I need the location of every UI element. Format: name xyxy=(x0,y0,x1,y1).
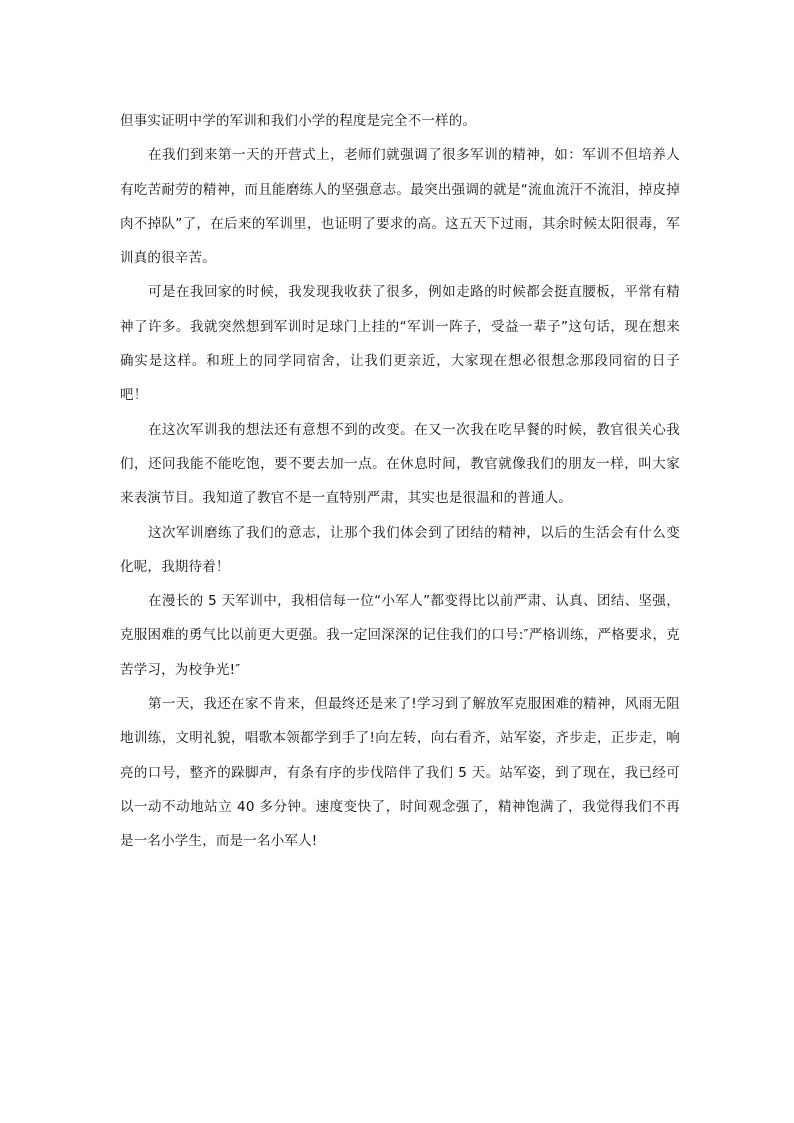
paragraph: 在漫长的 5 天军训中，我相信每一位“小军人”都变得比以前严肃、认真、团结、坚强，克服困难的勇气比以前更大更强。我一定回深深的记住我们的口号:″严格训练，严格要求，克苦学习，为校争光!″ xyxy=(120,593,680,678)
paragraph: 在我们到来第一天的开营式上，老师们就强调了很多军训的精神，如：军训不但培养人有吃苦耐劳的精神，而且能磨练人的坚强意志。最突出强调的就是“流血流汗不流泪，掉皮掉肉不掉队”了，在后来的军训里，也证明了要求的高。这五天下过雨，其余时候太阳很毒，军训真的很辛苦。 xyxy=(120,147,680,267)
paragraph: 但事实证明中学的军训和我们小学的程度是完全不一样的。 xyxy=(120,113,477,129)
paragraph: 第一天，我还在家不肯来，但最终还是来了!学习到了解放军克服困难的精神，风雨无阻地训练，文明礼貌，唱歌本领都学到手了!向左转，向右看齐，站军姿，齐步走，正步走，响亮的口号，整齐的跺脚声，有条有序的步伐陪伴了我们 5 天。站军姿，到了现在，我已经可以一动不动地站立 40 多分钟。速度变快了，时间观念强了，精神饱满了，我觉得我们不再是一名小学生，而是一名小军人! xyxy=(120,696,680,850)
paragraph: 在这次军训我的想法还有意想不到的改变。在又一次我在吃早餐的时候，教官很关心我们，还问我能不能吃饱，要不要去加一点。在休息时间，教官就像我们的朋友一样，叫大家来表演节目。我知道了教官不是一直特别严肃，其实也是很温和的普通人。 xyxy=(120,421,680,507)
paragraph: 这次军训磨练了我们的意志，让那个我们体会到了团结的精神，以后的生活会有什么变化呢，我期待着！ xyxy=(120,524,680,575)
paragraph: 可是在我回家的时候，我发现我收获了很多，例如走路的时候都会挺直腰板，平常有精神了许多。我就突然想到军训时足球门上挂的“军训一阵子，受益一辈子”这句话，现在想来确实是这样。和班上的同学同宿舍，让我们更亲近，大家现在想必很想念那段同宿的日子吧！ xyxy=(120,284,680,404)
document-body xyxy=(120,104,680,859)
